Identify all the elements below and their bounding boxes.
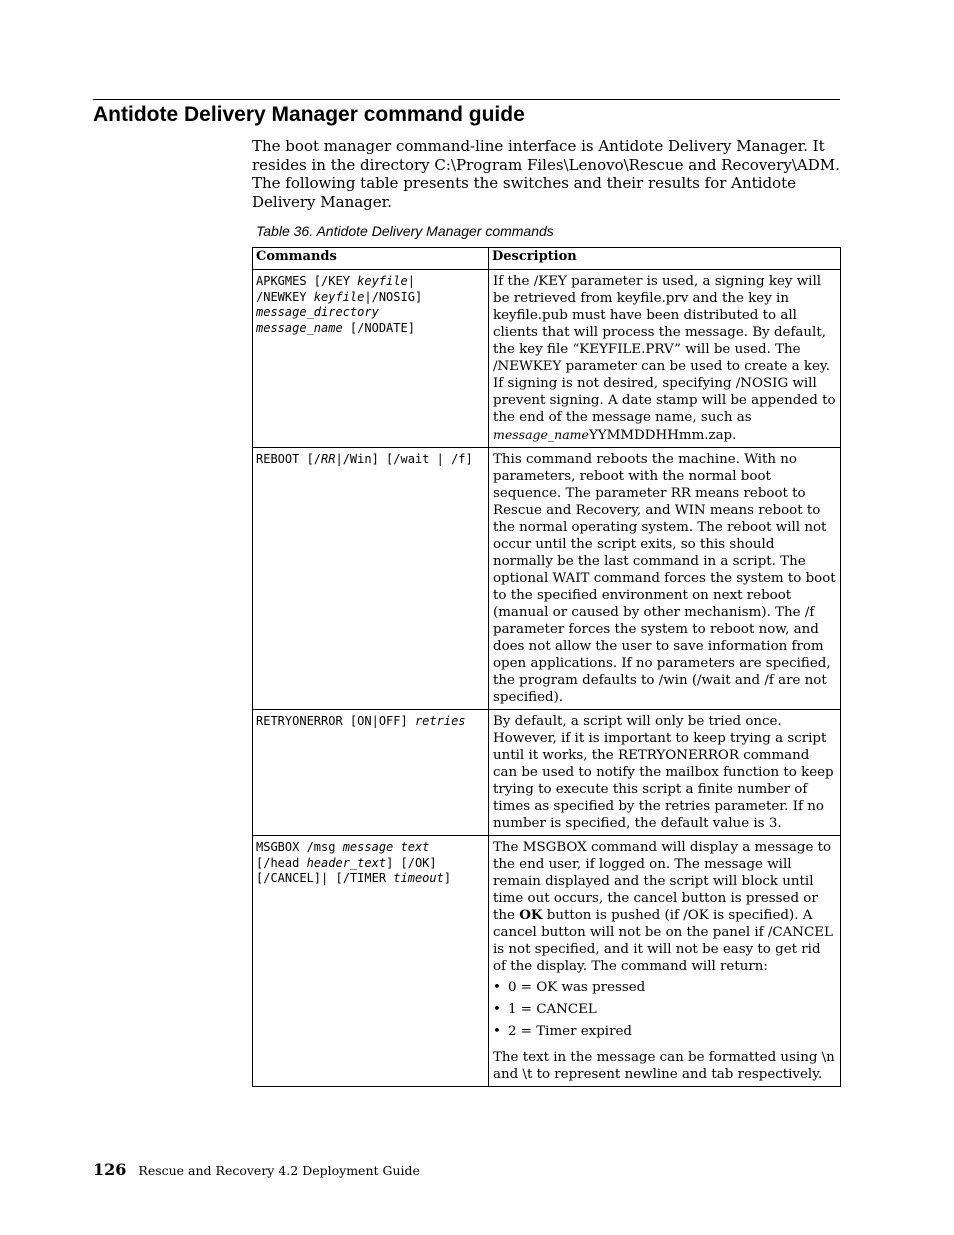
text-run: If the /KEY parameter is used, a signing key will be retrieved from keyfile.prv and the key in keyfile.pub must have been distributed to all clients that will process the message. By default, the key file “KEYFILE.PRV” will be used. The /NEWKEY parameter can be used to create a key. If signing is not desired, specifying /NOSIG will prevent signing. A date stamp will be appended to the end of the message name, such as bbox=[493, 274, 836, 425]
table-row bbox=[253, 836, 841, 1087]
list-item bbox=[493, 979, 837, 997]
description-cell bbox=[489, 448, 841, 710]
description-text bbox=[493, 839, 837, 975]
intro-paragraph: The boot manager command-line interface is Antidote Delivery Manager. It resides in the directory C:\Program Files\Lenovo\Rescue and Recovery\ADM. The following table presents the switches and their results for Antidote Delivery Manager. bbox=[252, 137, 840, 212]
text-run: keyfile bbox=[313, 289, 365, 304]
description-cell bbox=[489, 710, 841, 836]
text-run: RETRYONERROR [ON|OFF] bbox=[256, 714, 415, 728]
commands-table bbox=[252, 247, 841, 1087]
page-footer bbox=[93, 1160, 420, 1179]
text-run: message text bbox=[342, 840, 430, 854]
description-text bbox=[493, 713, 837, 832]
list-item-text: 2 = Timer expired bbox=[508, 1024, 632, 1039]
text-run: header_text bbox=[306, 855, 387, 870]
text-run: ] [/OK] bbox=[386, 855, 437, 870]
column-header-description: Description bbox=[489, 248, 841, 270]
table-row bbox=[253, 270, 841, 448]
text-run: By default, a script will only be tried once. However, if it is important to keep trying a script until it works, the RETRYONERROR command can be used to notify the mailbox function to keep trying to execute this script a finite number of times as specified by the retries parameter. If no number is specified, the default value is 3. bbox=[493, 714, 834, 831]
text-run: message_name bbox=[493, 427, 589, 442]
column-header-commands: Commands bbox=[253, 248, 489, 270]
text-run: [/CANCEL]| [/TIMER bbox=[256, 871, 394, 885]
list-item-text: 1 = CANCEL bbox=[508, 1002, 597, 1017]
bullet-icon: • bbox=[493, 1002, 501, 1017]
page-number: 126 bbox=[93, 1160, 127, 1179]
text-run: message_directory bbox=[256, 305, 379, 319]
list-item bbox=[493, 1001, 837, 1019]
bullet-icon: • bbox=[493, 980, 501, 995]
text-run: |/NOSIG] bbox=[364, 289, 423, 304]
text-run: | bbox=[407, 274, 415, 288]
description-cell bbox=[489, 270, 841, 448]
list-item-text: 0 = OK was pressed bbox=[508, 980, 646, 995]
table-header-row bbox=[253, 248, 841, 270]
table-row bbox=[253, 448, 841, 710]
text-run: |/Win] [/wait | /f] bbox=[335, 452, 473, 466]
text-run: This command reboots the machine. With no parameters, reboot with the normal boot sequence. The parameter RR means reboot to Rescue and Recovery, and WIN means reboot to the normal operating system. The reboot will not occur until the script exits, so this should normally be the last command in a script. The optional WAIT command forces the system to boot to the specified environment on next reboot (manual or caused by other mechanism). The /f parameter forces the system to reboot now, and does not allow the user to save information from open applications. If no parameters are specified, the program defaults to /win (/wait and /f are not specified). bbox=[493, 452, 836, 705]
text-run: message_name bbox=[256, 320, 343, 335]
text-run: RR bbox=[321, 452, 336, 466]
text-run: APKGMES [/KEY bbox=[256, 274, 358, 288]
command-cell bbox=[253, 448, 489, 710]
text-run: button is pushed (if /OK is specified). A cancel button will not be on the panel if /CANCEL is not specified, and it will not be easy to get rid of the display. The command will return: bbox=[493, 908, 833, 974]
command-cell bbox=[253, 270, 489, 448]
text-run: MSGBOX /msg bbox=[256, 840, 343, 854]
text-run: [/NODATE] bbox=[342, 320, 415, 335]
bullet-icon: • bbox=[493, 1024, 501, 1039]
text-run: The MSGBOX command will display a message to the end user, if logged on. The message will remain displayed and the script will block until time out occurs, the cancel button is pressed or the bbox=[493, 840, 832, 923]
table-row bbox=[253, 710, 841, 836]
heading-rule bbox=[93, 99, 840, 100]
text-run: REBOOT [/ bbox=[256, 452, 322, 466]
text-run: OK bbox=[519, 907, 543, 923]
return-values-list bbox=[493, 979, 837, 1041]
description-text bbox=[493, 451, 837, 706]
footer-title: Rescue and Recovery 4.2 Deployment Guide bbox=[138, 1163, 420, 1178]
description-cell bbox=[489, 836, 841, 1087]
description-text bbox=[493, 273, 837, 444]
command-cell bbox=[253, 710, 489, 836]
table-body bbox=[253, 270, 841, 1087]
text-run: /NEWKEY bbox=[256, 289, 314, 304]
text-run: retries bbox=[414, 714, 466, 728]
section-heading: Antidote Delivery Manager command guide bbox=[93, 103, 525, 126]
list-item bbox=[493, 1023, 837, 1041]
text-run: [/head bbox=[256, 855, 307, 870]
text-run: timeout bbox=[393, 871, 444, 885]
text-run: YYMMDDHHmm.zap. bbox=[588, 428, 737, 443]
command-cell bbox=[253, 836, 489, 1087]
description-note: The text in the message can be formatted using \n and \t to represent newline and tab respectively. bbox=[493, 1050, 835, 1082]
text-run: keyfile bbox=[357, 274, 408, 288]
text-run: ] bbox=[443, 871, 452, 885]
table-caption: Table 36. Antidote Delivery Manager commands bbox=[256, 223, 554, 239]
